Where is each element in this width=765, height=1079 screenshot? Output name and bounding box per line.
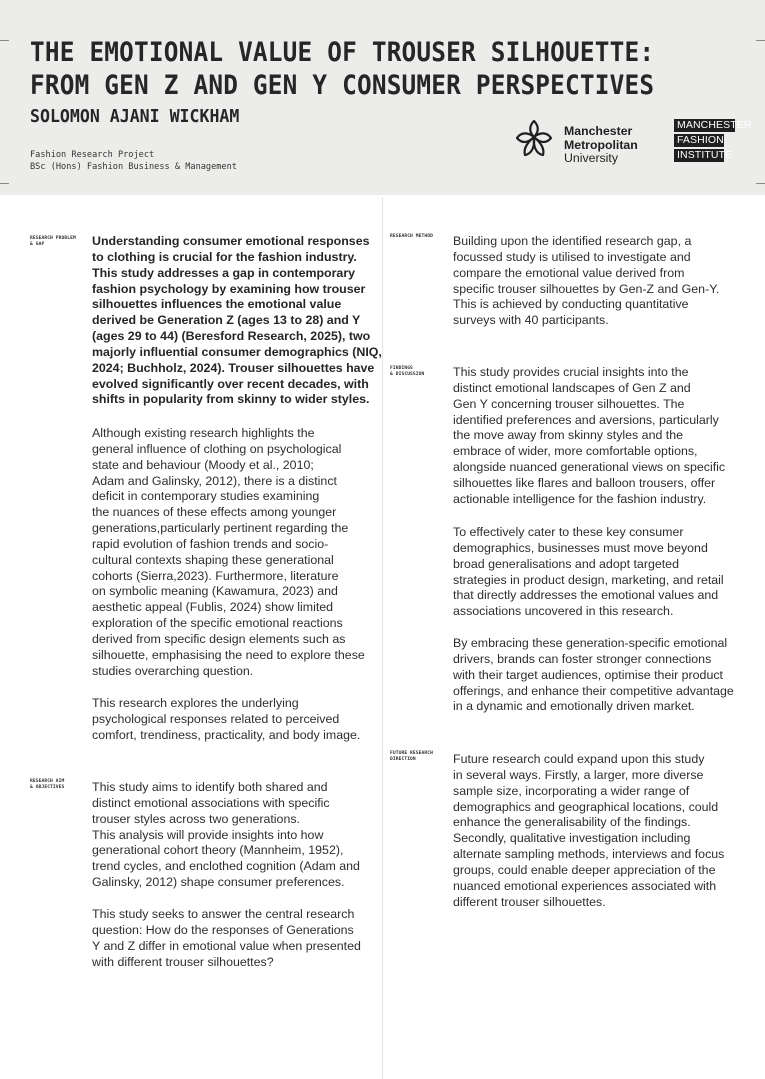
aim-paragraph-2 bbox=[92, 907, 361, 970]
text-line: with their target audiences, optimise their product bbox=[453, 667, 723, 682]
text-line: deficit in contemporary studies examining bbox=[92, 489, 320, 504]
text-line: silhouette, emphasising the need to explore these bbox=[92, 647, 365, 662]
text-line: associations uncovered in this research. bbox=[453, 604, 674, 619]
title-line: FROM GEN Z AND GEN Y CONSUMER PERSPECTIVES bbox=[30, 70, 655, 101]
text-line: By embracing these generation-specific emotional bbox=[453, 636, 728, 650]
text-line: This study aims to identify both shared and bbox=[92, 780, 328, 794]
text-line: specific trouser silhouettes by Gen-Z and Gen-Y. bbox=[453, 281, 720, 296]
text-line: broad generalisations and adopt targeted bbox=[453, 556, 679, 571]
problem-paragraph-1 bbox=[92, 234, 382, 408]
text-line: psychological responses related to perceived bbox=[92, 711, 340, 726]
text-line: in several ways. Firstly, a larger, more diverse bbox=[453, 767, 704, 782]
text-line: demographics and geographical locations, could bbox=[453, 799, 719, 814]
section-label-aim bbox=[30, 779, 80, 791]
text-line: This research explores the underlying bbox=[92, 696, 299, 710]
text-line: enhance the generalisability of the findings. bbox=[453, 815, 691, 830]
text-line: studies overarching question. bbox=[92, 663, 254, 678]
label-line: RESEARCH AIM bbox=[30, 779, 65, 784]
text-line: surveys with 40 participants. bbox=[453, 313, 609, 328]
text-line: fashion psychology by examining how trouser bbox=[92, 281, 366, 296]
text-line: the nuances of these effects among younger bbox=[92, 505, 337, 520]
text-line: demographics, businesses must move beyond bbox=[453, 540, 708, 555]
text-line: Galinsky, 2012) shape consumer preferences. bbox=[92, 875, 345, 890]
text-line: different trouser silhouettes. bbox=[453, 894, 606, 909]
mfi-word: FASHION bbox=[674, 134, 724, 147]
label-line: RESEARCH METHOD bbox=[390, 234, 433, 239]
text-line: Y and Z differ in emotional value when presented bbox=[92, 938, 361, 953]
text-line: Future research could expand upon this study bbox=[453, 752, 705, 766]
text-line: silhouettes influences the emotional value bbox=[92, 297, 342, 312]
text-line: offerings, and enhance their competitive advantage bbox=[453, 683, 734, 698]
project-info bbox=[30, 149, 237, 173]
text-line: general influence of clothing on psychological bbox=[92, 441, 342, 456]
text-line: alongside nuanced generational views on specific bbox=[453, 460, 726, 475]
text-line: Understanding consumer emotional responses bbox=[92, 234, 370, 248]
text-line: distinct emotional landscapes of Gen Z and bbox=[453, 380, 691, 395]
text-line: embrace of wider, more comfortable options, bbox=[453, 444, 698, 459]
text-line: Although existing research highlights the bbox=[92, 426, 315, 440]
text-line: with different trouser silhouettes? bbox=[92, 954, 274, 969]
text-line: rapid evolution of fashion trends and socio- bbox=[92, 536, 329, 551]
text-line: distinct emotional associations with specific bbox=[92, 795, 330, 810]
text-line: This study addresses a gap in contemporary bbox=[92, 265, 356, 280]
text-line: cohorts (Sierra,2023). Furthermore, literature bbox=[92, 568, 339, 583]
label-line: & GAP bbox=[30, 242, 45, 247]
mmu-word: Manchester bbox=[564, 124, 633, 138]
mfi-word: MANCHESTER bbox=[674, 119, 735, 132]
text-line: strategies in product design, marketing, and retail bbox=[453, 572, 724, 587]
mmu-logo-icon bbox=[514, 118, 554, 168]
text-line: (ages 29 to 44) (Beresford Research, 2025), two bbox=[92, 329, 371, 344]
text-line: exploration of the specific emotional reactions bbox=[92, 616, 343, 631]
findings-paragraph-3 bbox=[453, 636, 734, 715]
label-line: FUTURE RESEARCH bbox=[390, 751, 433, 756]
section-label-findings bbox=[390, 366, 440, 378]
text-line: alternate sampling methods, interviews and focus bbox=[453, 847, 725, 862]
section-label-future bbox=[390, 751, 440, 763]
text-line: derived be Generation Z (ages 13 to 28) and Y bbox=[92, 313, 361, 328]
findings-paragraph-2 bbox=[453, 525, 724, 620]
text-line: Building upon the identified research gap, a bbox=[453, 234, 692, 248]
text-line: generations,particularly pertinent regarding the bbox=[92, 521, 349, 536]
text-line: shifts in popularity from skinny to wider styles. bbox=[92, 392, 370, 407]
text-line: state and behaviour (Moody et al., 2010; bbox=[92, 457, 314, 472]
text-line: sample size, incorporating a wider range of bbox=[453, 783, 690, 798]
method-paragraph-1 bbox=[453, 234, 719, 329]
text-line: generational cohort theory (Mannheim, 1952), bbox=[92, 843, 344, 858]
crop-mark bbox=[756, 183, 765, 184]
text-line: actionable intelligence for the fashion industry. bbox=[453, 491, 707, 506]
text-line: To effectively cater to these key consumer bbox=[453, 525, 684, 539]
text-line: Secondly, qualitative investigation including bbox=[453, 831, 691, 846]
text-line: This is achieved by conducting quantitative bbox=[453, 297, 689, 312]
problem-paragraph-3 bbox=[92, 696, 360, 744]
text-line: derived from specific design elements such as bbox=[92, 631, 346, 646]
text-line: This study seeks to answer the central research bbox=[92, 907, 355, 921]
column-divider bbox=[382, 197, 383, 1079]
text-line: nuanced emotional experiences associated with bbox=[453, 878, 717, 893]
label-line: & DISCUSSION bbox=[390, 372, 425, 377]
text-line: 2024; Buchholz, 2024). Trouser silhouettes have bbox=[92, 360, 375, 375]
text-line: silhouettes like flares and balloon trousers, offer bbox=[453, 475, 716, 490]
text-line: that directly addresses the emotional values and bbox=[453, 588, 719, 603]
text-line: focussed study is utilised to investigate and bbox=[453, 249, 691, 264]
findings-paragraph-1 bbox=[453, 365, 725, 508]
project-line: BSc (Hons) Fashion Business & Management bbox=[30, 162, 237, 172]
label-line: & OBJECTIVES bbox=[30, 785, 65, 790]
text-line: majorly influential consumer demographics (NIQ, bbox=[92, 344, 382, 359]
text-line: Gen Y concerning trouser silhouettes. The bbox=[453, 396, 685, 411]
problem-paragraph-2 bbox=[92, 426, 365, 680]
crop-mark bbox=[0, 183, 9, 184]
text-line: Adam and Galinsky, 2012), there is a distinct bbox=[92, 473, 337, 488]
text-line: question: How do the responses of Generations bbox=[92, 922, 354, 937]
text-line: This analysis will provide insights into how bbox=[92, 827, 324, 842]
text-line: trouser styles across two generations. bbox=[92, 811, 300, 826]
mmu-word: University bbox=[564, 151, 618, 165]
label-line: FINDINGS bbox=[390, 366, 413, 371]
future-paragraph-1 bbox=[453, 752, 724, 910]
text-line: comfort, trendiness, practicality, and body image. bbox=[92, 727, 361, 742]
section-label-method bbox=[390, 234, 440, 240]
text-line: identified preferences and aversions, particularly bbox=[453, 412, 719, 427]
title-line: THE EMOTIONAL VALUE OF TROUSER SILHOUETTE: bbox=[30, 37, 655, 68]
mmu-wordmark bbox=[564, 125, 638, 166]
crop-mark bbox=[756, 40, 765, 41]
text-line: drivers, brands can foster stronger connections bbox=[453, 651, 712, 666]
text-line: evolved significantly over recent decades, with bbox=[92, 376, 369, 391]
poster-title bbox=[30, 36, 692, 102]
text-line: the move away from skinny styles and the bbox=[453, 428, 684, 443]
author-name: SOLOMON AJANI WICKHAM bbox=[30, 106, 240, 127]
text-line: groups, could enable deeper appreciation of the bbox=[453, 862, 716, 877]
text-line: This study provides crucial insights into the bbox=[453, 365, 689, 379]
text-line: aesthetic appeal (Fublis, 2024) show limited bbox=[92, 600, 334, 615]
crop-mark bbox=[0, 40, 9, 41]
header-banner bbox=[0, 0, 765, 195]
text-line: in a dynamic and emotionally driven market. bbox=[453, 699, 695, 714]
text-line: compare the emotional value derived from bbox=[453, 265, 685, 280]
mfi-word: INSTITUTE bbox=[674, 149, 724, 162]
text-line: to clothing is crucial for the fashion industry. bbox=[92, 249, 357, 264]
aim-paragraph-1 bbox=[92, 780, 360, 891]
text-line: cultural contexts shaping these generational bbox=[92, 552, 334, 567]
project-line: Fashion Research Project bbox=[30, 150, 155, 160]
text-line: trend cycles, and enclothed cognition (Adam and bbox=[92, 859, 360, 874]
mfi-logo bbox=[674, 119, 752, 164]
text-line: on symbolic meaning (Kawamura, 2023) and bbox=[92, 584, 338, 599]
section-label-problem bbox=[30, 236, 80, 248]
mmu-word: Metropolitan bbox=[564, 137, 638, 152]
label-line: RESEARCH PROBLEM bbox=[30, 236, 76, 241]
label-line: DIRECTION bbox=[390, 757, 416, 762]
